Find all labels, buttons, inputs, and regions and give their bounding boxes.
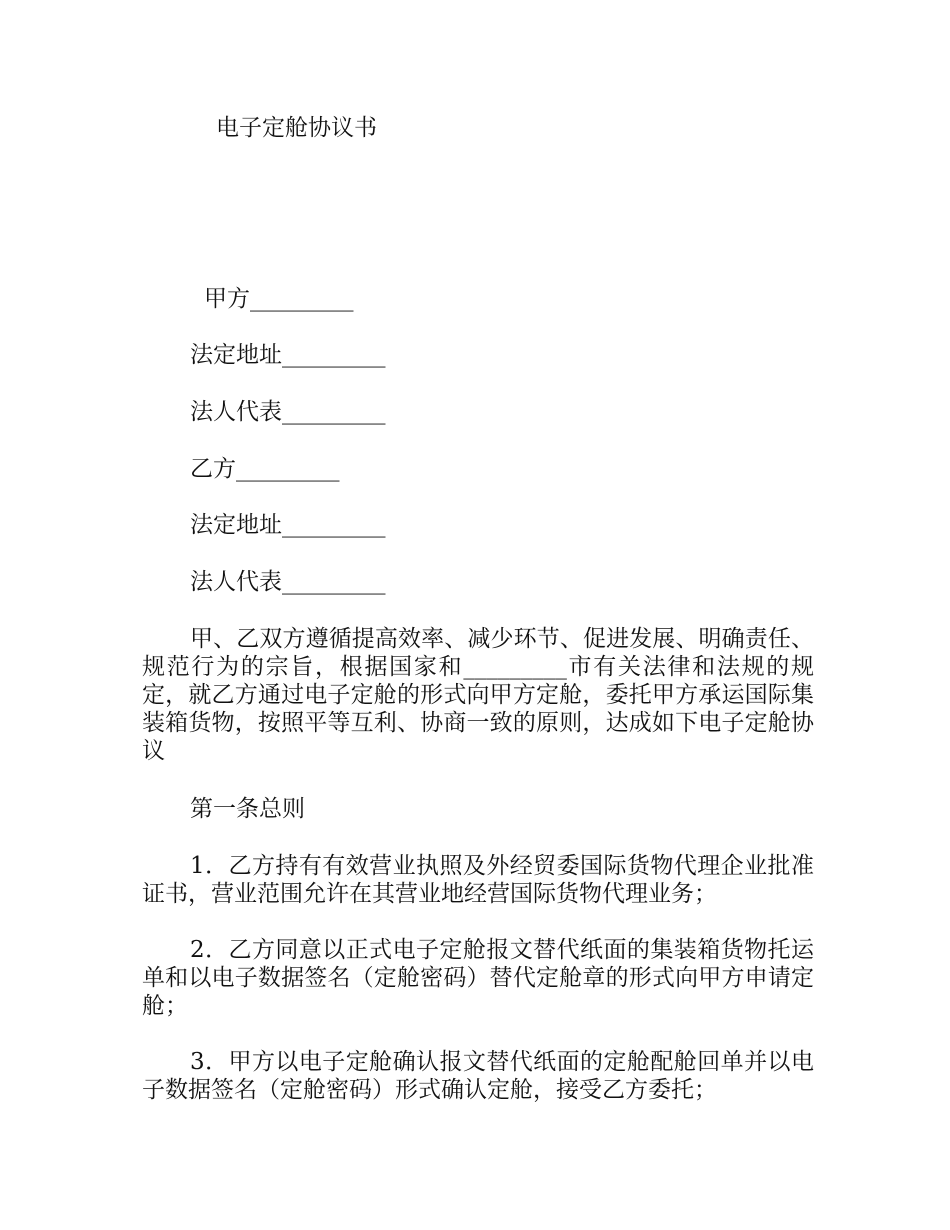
article-1-heading: 第一条总则 xyxy=(190,796,305,822)
party-a-representative-line: 法人代表_________ xyxy=(190,399,386,425)
party-a-address-line: 法定地址_________ xyxy=(190,342,386,368)
clause-1-paragraph: 1．乙方持有有效营业执照及外经贸委国际货物代理企业批准证书，营业范围允许在其营业地经营国际货物代理业务； xyxy=(142,853,814,907)
clause-3-paragraph: 3．甲方以电子定舱确认报文替代纸面的定舱配舱回单并以电子数据签名（定舱密码）形式确认定舱，接受乙方委托； xyxy=(142,1049,814,1103)
preamble-paragraph: 甲、乙双方遵循提高效率、减少环节、促进发展、明确责任、规范行为的宗旨，根据国家和_________市有关法律和法规的规定，就乙方通过电子定舱的形式向甲方定舱，委托甲方承运国际集装箱货物，按照平等互利、协商一致的原则，达成如下电子定舱协议 xyxy=(142,626,814,764)
document-title: 电子定舱协议书 xyxy=(216,115,377,141)
party-b-representative-line: 法人代表_________ xyxy=(190,569,386,595)
party-a-line: 甲方_________ xyxy=(204,286,354,312)
party-b-line: 乙方_________ xyxy=(190,456,340,482)
party-b-address-line: 法定地址_________ xyxy=(190,512,386,538)
clause-2-paragraph: 2．乙方同意以正式电子定舱报文替代纸面的集装箱货物托运单和以电子数据签名（定舱密码）替代定舱章的形式向甲方申请定舱； xyxy=(142,937,814,1019)
